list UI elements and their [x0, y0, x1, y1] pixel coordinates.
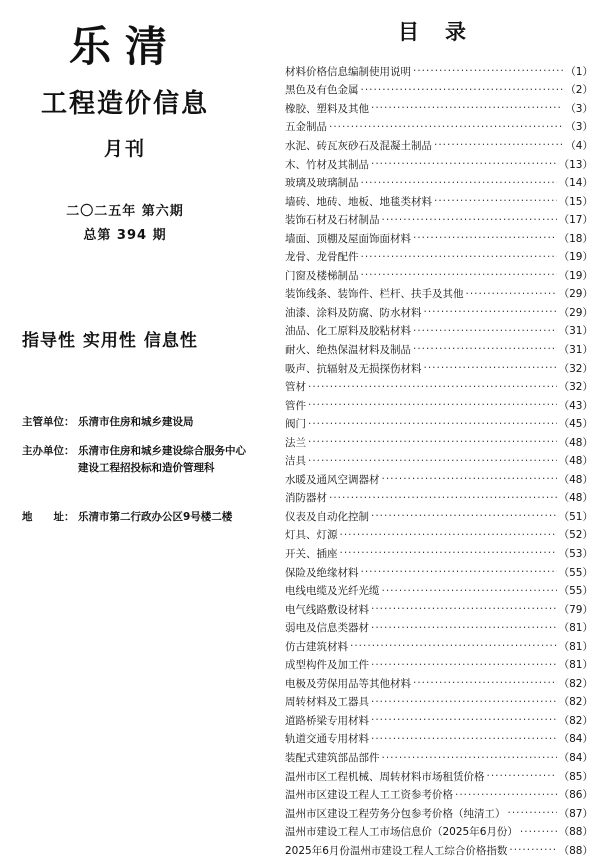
toc-leader-dots	[413, 232, 557, 244]
toc-entry-page: （19）	[558, 269, 593, 282]
toc-entry-title: 温州市区工程机械、周转材料市场租赁价格	[285, 770, 485, 783]
toc-entry[interactable]	[285, 489, 593, 508]
toc-entry[interactable]	[285, 155, 593, 174]
toc-entry[interactable]	[285, 637, 593, 656]
toc-entry-title: 2025年6月份温州市建设工程人工综合价格指数	[285, 844, 508, 857]
toc-leader-dots	[308, 399, 557, 411]
toc-leader-dots	[455, 789, 557, 801]
toc-entry[interactable]	[285, 767, 593, 786]
toc-leader-dots	[361, 566, 557, 578]
toc-leader-dots	[308, 455, 557, 467]
toc-leader-dots	[382, 585, 557, 597]
toc-entry-title: 弱电及信息类器材	[285, 622, 369, 635]
toc-entry[interactable]	[285, 359, 593, 378]
toc-leader-dots	[371, 603, 557, 615]
toc-entry-title: 开关、插座	[285, 547, 338, 560]
toc-entry-page: （48）	[558, 492, 593, 505]
toc-entry-title: 装饰石材及石材制品	[285, 214, 380, 227]
toc-entry-page: （48）	[558, 473, 593, 486]
toc-entry-page: （82）	[558, 714, 593, 727]
toc-entry-title: 管件	[285, 399, 306, 412]
toc-entry-title: 消防器材	[285, 492, 327, 505]
toc-entry-page: （84）	[558, 733, 593, 746]
table-of-contents	[285, 0, 595, 859]
toc-entry-title: 装配式建筑部品部件	[285, 752, 380, 764]
toc-leader-dots	[508, 807, 557, 819]
toc-entry-title: 温州市区建设工程人工工资参考价格	[285, 789, 453, 802]
toc-entry[interactable]	[285, 581, 593, 600]
toc-entry-page: （29）	[558, 306, 593, 319]
toc-leader-dots	[509, 844, 556, 856]
toc-entry-page: （55）	[558, 566, 593, 579]
toc-entry[interactable]	[285, 693, 593, 712]
toc-entry[interactable]	[285, 804, 593, 823]
toc-entry[interactable]	[285, 192, 593, 211]
toc-entry[interactable]	[285, 396, 593, 415]
toc-leader-dots	[329, 121, 563, 133]
sponsor-value-line1: 乐清市住房和城乡建设综合服务中心	[78, 445, 246, 457]
toc-leader-dots	[371, 733, 557, 745]
toc-entry-title: 仿古建筑材料	[285, 640, 348, 653]
toc-entry-page: （52）	[558, 529, 593, 542]
toc-leader-dots	[361, 269, 557, 281]
toc-entry-page: （79）	[558, 603, 593, 616]
toc-entry-title: 龙骨、龙骨配件	[285, 251, 359, 264]
publication-title: 工程造价信息	[40, 89, 209, 119]
toc-entry[interactable]	[285, 62, 593, 81]
toc-entry-page: （45）	[558, 418, 593, 431]
toc-leader-dots	[424, 306, 557, 318]
toc-leader-dots	[434, 139, 563, 151]
toc-leader-dots	[371, 510, 557, 522]
toc-entry[interactable]	[285, 285, 593, 304]
toc-entry[interactable]	[285, 118, 593, 137]
sponsor-label: 主办单位：	[22, 445, 75, 457]
toc-entry[interactable]	[285, 563, 593, 582]
toc-entry[interactable]	[285, 99, 593, 118]
toc-entry-page: （3）	[565, 102, 593, 115]
toc-entry[interactable]	[285, 451, 593, 470]
toc-list	[285, 62, 593, 860]
toc-entry-page: （31）	[558, 325, 593, 338]
toc-entry-title: 门窗及楼梯制品	[285, 269, 359, 282]
toc-leader-dots	[361, 84, 564, 96]
toc-entry-page: （55）	[558, 585, 593, 598]
toc-entry-title: 电极及劳保用品等其他材料	[285, 677, 411, 690]
toc-entry[interactable]	[285, 730, 593, 749]
toc-entry[interactable]	[285, 785, 593, 804]
toc-entry-page: （88）	[558, 844, 593, 857]
toc-entry-title: 水暖及通风空调器材	[285, 473, 380, 486]
toc-entry-page: （86）	[558, 789, 593, 802]
toc-leader-dots	[487, 770, 557, 782]
toc-leader-dots	[340, 529, 557, 541]
slogan: 指导性 实用性 信息性	[22, 331, 198, 351]
toc-leader-dots	[361, 251, 557, 263]
toc-entry-page: （31）	[558, 343, 593, 356]
toc-entry-page: （48）	[558, 455, 593, 468]
toc-entry-page: （88）	[558, 826, 593, 839]
toc-entry-page: （18）	[558, 232, 593, 245]
toc-entry-title: 五金制品	[285, 121, 327, 134]
toc-entry-page: （14）	[558, 177, 593, 190]
toc-entry[interactable]	[285, 748, 593, 767]
toc-entry-title: 灯具、灯源	[285, 529, 338, 542]
toc-leader-dots	[371, 102, 563, 114]
toc-leader-dots	[371, 622, 557, 634]
toc-entry-page: （84）	[558, 752, 593, 764]
toc-entry-title: 轨道交通专用材料	[285, 733, 369, 746]
toc-entry-title: 洁具	[285, 455, 306, 468]
toc-entry[interactable]	[285, 674, 593, 693]
toc-entry[interactable]	[285, 544, 593, 563]
toc-entry-page: （43）	[558, 399, 593, 412]
toc-entry[interactable]	[285, 470, 593, 489]
toc-leader-dots	[413, 325, 557, 337]
toc-entry-page: （53）	[558, 547, 593, 560]
toc-entry[interactable]	[285, 210, 593, 229]
address-value: 乐清市第二行政办公区9号楼二楼	[78, 511, 233, 523]
toc-entry-title: 黑色及有色金属	[285, 84, 359, 97]
toc-entry[interactable]	[285, 656, 593, 675]
toc-entry[interactable]	[285, 340, 593, 359]
supervisor-value: 乐清市住房和城乡建设局	[78, 416, 194, 428]
toc-entry-page: （17）	[558, 214, 593, 227]
toc-entry[interactable]	[285, 173, 593, 192]
toc-entry[interactable]	[285, 711, 593, 730]
toc-entry[interactable]	[285, 841, 593, 860]
address-info	[22, 509, 232, 526]
toc-entry-title: 玻璃及玻璃制品	[285, 177, 359, 190]
toc-leader-dots	[308, 381, 557, 393]
toc-entry-title: 电线电缆及光纤光缆	[285, 585, 380, 598]
city-title: 乐清	[68, 22, 181, 71]
toc-entry-title: 水泥、砖瓦灰砂石及混凝土制品	[285, 139, 432, 152]
toc-entry[interactable]	[285, 247, 593, 266]
toc-entry[interactable]	[285, 303, 593, 322]
toc-entry-page: （85）	[558, 770, 593, 783]
toc-entry-page: （3）	[565, 121, 593, 134]
toc-leader-dots	[413, 343, 557, 355]
toc-entry-page: （1）	[565, 65, 593, 78]
toc-entry-page: （82）	[558, 677, 593, 690]
toc-entry-page: （4）	[565, 139, 593, 152]
toc-entry[interactable]	[285, 81, 593, 100]
toc-entry-title: 装饰线条、装饰件、栏杆、扶手及其他	[285, 288, 464, 301]
toc-entry[interactable]	[285, 618, 593, 637]
toc-entry-title: 保险及绝缘材料	[285, 566, 359, 579]
toc-entry-title: 墙砖、地砖、地板、地毯类材料	[285, 195, 432, 208]
issue-number: 二〇二五年 第六期	[66, 204, 184, 219]
toc-leader-dots	[382, 473, 557, 485]
toc-entry-title: 法兰	[285, 436, 306, 449]
toc-entry[interactable]	[285, 433, 593, 452]
toc-leader-dots	[329, 492, 557, 504]
toc-entry-title: 成型构件及加工件	[285, 659, 369, 672]
toc-entry-title: 油漆、涂料及防腐、防水材料	[285, 306, 422, 319]
toc-entry[interactable]	[285, 526, 593, 545]
toc-leader-dots	[340, 547, 557, 559]
toc-leader-dots	[466, 288, 557, 300]
toc-entry-title: 仪表及自动化控制	[285, 510, 369, 523]
toc-entry-title: 温州市建设工程人工市场信息价（2025年6月份）	[285, 826, 518, 839]
toc-leader-dots	[371, 714, 557, 726]
toc-entry-title: 油品、化工原料及胶粘材料	[285, 325, 411, 338]
toc-entry-page: （82）	[558, 696, 593, 709]
toc-entry-page: （51）	[558, 510, 593, 523]
toc-entry[interactable]	[285, 822, 593, 841]
toc-entry[interactable]	[285, 229, 593, 248]
supervisor-info	[22, 414, 194, 431]
toc-entry[interactable]	[285, 266, 593, 285]
toc-entry-title: 阀门	[285, 418, 306, 431]
toc-entry-title: 吸声、抗辐射及无损探伤材料	[285, 362, 422, 375]
toc-entry-page: （81）	[558, 640, 593, 653]
toc-leader-dots	[413, 677, 557, 689]
toc-leader-dots	[371, 696, 557, 708]
toc-entry-title: 道路桥梁专用材料	[285, 714, 369, 727]
supervisor-label: 主管单位：	[22, 416, 75, 428]
toc-entry-page: （15）	[558, 195, 593, 208]
toc-leader-dots	[350, 640, 557, 652]
toc-leader-dots	[371, 158, 557, 170]
toc-leader-dots	[434, 195, 557, 207]
toc-leader-dots	[371, 659, 557, 671]
toc-leader-dots	[413, 65, 563, 77]
toc-leader-dots	[308, 418, 557, 430]
toc-title: 目录	[398, 20, 492, 44]
address-label: 地 址：	[22, 511, 75, 523]
cover-panel	[0, 0, 285, 859]
total-issue-number: 总第 394 期	[83, 228, 167, 243]
toc-entry-page: （32）	[558, 362, 593, 375]
toc-entry-page: （48）	[558, 436, 593, 449]
toc-entry-page: （32）	[558, 381, 593, 394]
toc-entry-title: 墙面、顶棚及屋面饰面材料	[285, 232, 411, 245]
toc-entry[interactable]	[285, 414, 593, 433]
sponsor-value-line2: 建设工程招投标和造价管理科	[78, 462, 215, 474]
toc-entry-title: 橡胶、塑料及其他	[285, 102, 369, 115]
toc-entry[interactable]	[285, 600, 593, 619]
toc-entry-title: 管材	[285, 381, 306, 394]
toc-entry-title: 温州市区建设工程劳务分包参考价格（纯清工）	[285, 807, 506, 820]
toc-leader-dots	[424, 362, 557, 374]
toc-entry-page: （81）	[558, 659, 593, 672]
toc-leader-dots	[520, 826, 557, 838]
toc-leader-dots	[308, 436, 557, 448]
toc-entry[interactable]	[285, 507, 593, 526]
toc-entry[interactable]	[285, 377, 593, 396]
publication-frequency: 月刊	[103, 138, 146, 160]
toc-entry-title: 木、竹材及其制品	[285, 158, 369, 171]
toc-entry-page: （19）	[558, 251, 593, 264]
toc-entry-page: （81）	[558, 622, 593, 635]
toc-entry-page: （13）	[558, 158, 593, 171]
toc-entry-title: 耐火、绝热保温材料及制品	[285, 343, 411, 356]
toc-entry-page: （87）	[558, 807, 593, 820]
sponsor-info	[22, 443, 246, 477]
toc-entry-title: 材料价格信息编制使用说明	[285, 65, 411, 78]
toc-leader-dots	[382, 752, 557, 764]
toc-entry-title: 周转材料及工器具	[285, 696, 369, 709]
toc-entry[interactable]	[285, 322, 593, 341]
toc-leader-dots	[361, 177, 557, 189]
toc-entry-page: （29）	[558, 288, 593, 301]
toc-entry[interactable]	[285, 136, 593, 155]
toc-leader-dots	[382, 214, 557, 226]
toc-entry-page: （2）	[565, 84, 593, 97]
toc-entry-title: 电气线路敷设材料	[285, 603, 369, 616]
